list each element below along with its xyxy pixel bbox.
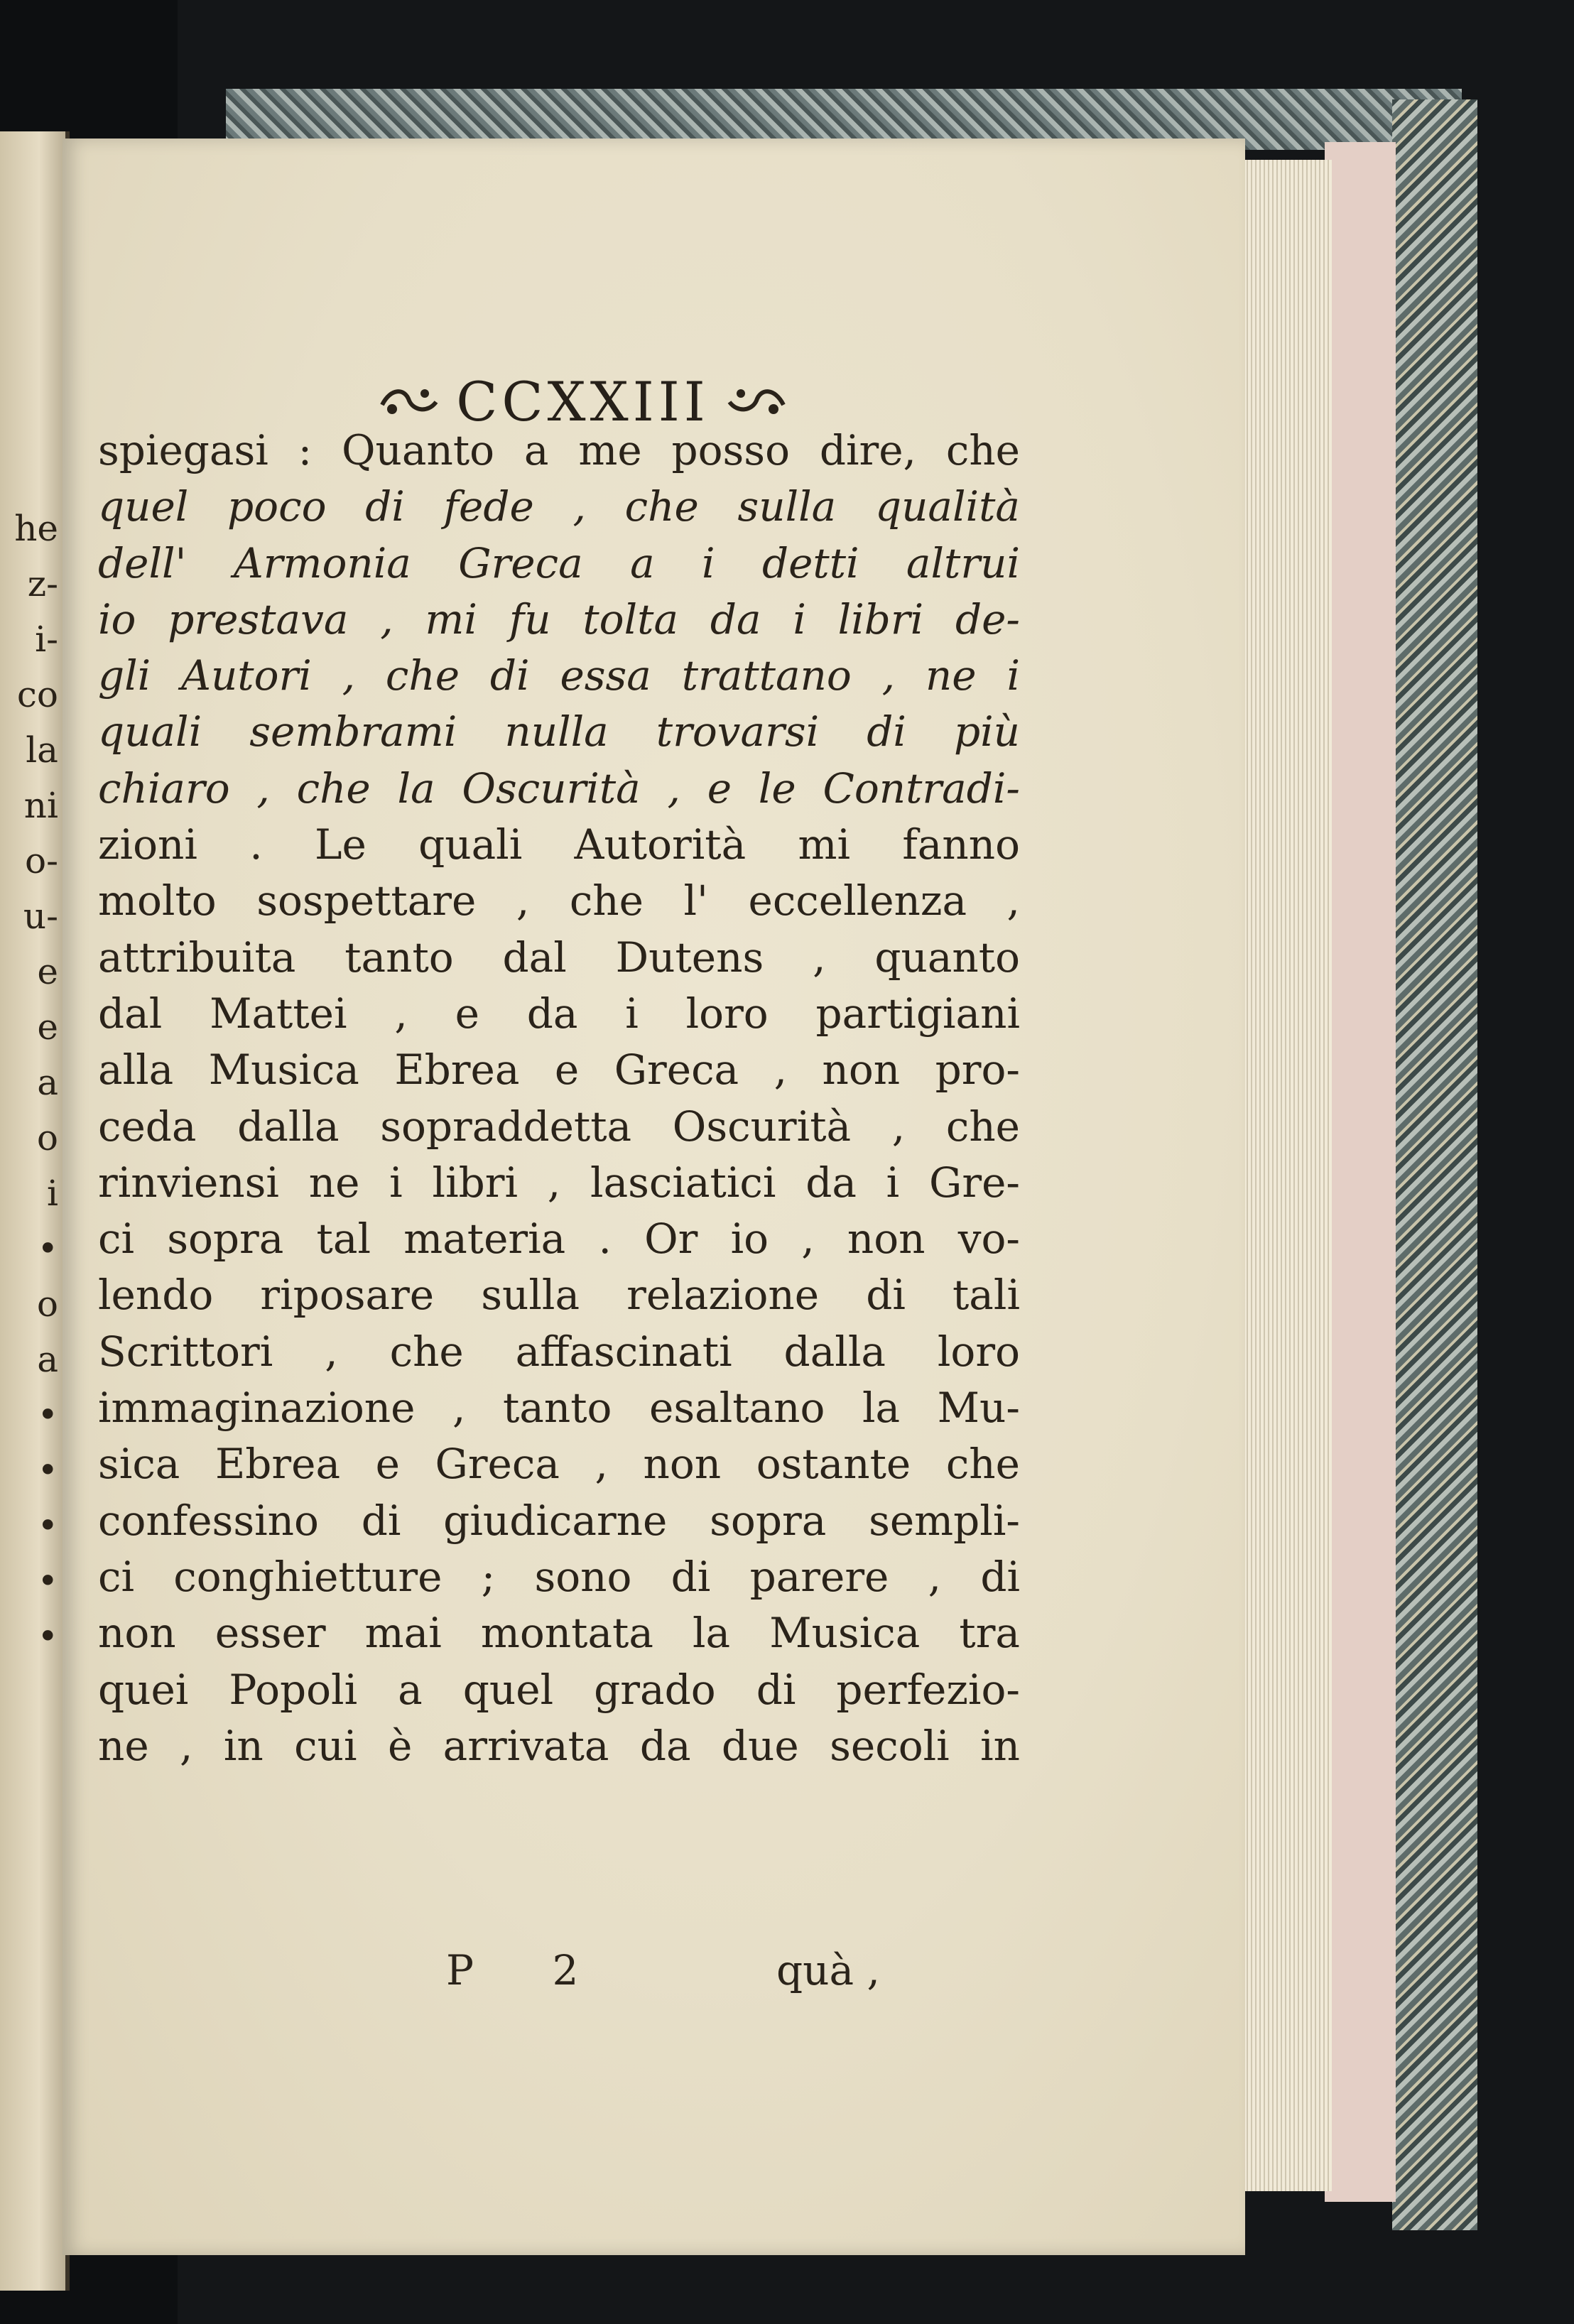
fragment: o	[36, 1117, 58, 1158]
fragment: ni	[23, 785, 58, 826]
text-line: molto sospettare , che l' eccellenza ,	[98, 876, 1020, 925]
catchword: quà ,	[776, 1946, 880, 1994]
fragment: •	[37, 1228, 58, 1269]
text-line: alla Musica Ebrea e Greca , non pro-	[98, 1046, 1020, 1095]
fragment: i	[47, 1173, 58, 1214]
fragment: •	[37, 1450, 58, 1491]
fragment: co	[16, 674, 58, 715]
fragment: u-	[23, 896, 58, 937]
fragment: a	[37, 1339, 58, 1380]
page-footer	[63, 1946, 1245, 2010]
text-line: zioni . Le quali Autorità mi fanno	[98, 820, 1020, 869]
text-line: quei Popoli a quel grado di perfezio-	[98, 1665, 1020, 1714]
text-line: ci conghietture ; sono di parere , di	[98, 1552, 1020, 1601]
fragment: •	[37, 1394, 58, 1435]
facing-page-edge	[0, 131, 70, 2291]
page-block-edges	[1239, 160, 1332, 2191]
endpaper-edge	[1325, 142, 1396, 2202]
body-text	[98, 423, 1020, 1774]
text-line: quali sembrami nulla trovarsi di più	[98, 707, 1020, 756]
text-line: immaginazione , tanto esaltano la Mu-	[98, 1384, 1020, 1433]
fragment: o-	[25, 840, 58, 881]
text-line: ci sopra tal materia . Or io , non vo-	[98, 1215, 1020, 1264]
text-line: sica Ebrea e Greca , non ostante che	[98, 1440, 1020, 1489]
marbled-cover-right	[1392, 99, 1477, 2230]
text-line: spiegasi : Quanto a me posso dire, che	[98, 426, 1020, 474]
fragment: la	[26, 729, 58, 771]
text-line: gli Autori , che di essa trattano , ne i	[98, 651, 1020, 700]
text-line: lendo riposare sulla relazione di tali	[98, 1271, 1020, 1320]
text-line: io prestava , mi fu tolta da i libri de-	[98, 594, 1020, 644]
fleuron-left-icon	[378, 384, 440, 420]
text-line: quel poco di fede , che sulla qualità	[98, 482, 1020, 531]
fragment: i-	[35, 619, 58, 660]
text-line: non esser mai montata la Musica tra	[98, 1609, 1020, 1658]
fragment: e	[37, 951, 58, 992]
fragment: o	[36, 1283, 58, 1325]
text-line: dal Mattei , e da i loro partigiani	[98, 989, 1020, 1038]
fragment: z-	[27, 563, 58, 604]
fragment: •	[37, 1505, 58, 1546]
book-page	[63, 139, 1245, 2255]
text-line: Scrittori , che affascinati dalla loro	[98, 1327, 1020, 1376]
text-line: rinviensi ne i libri , lasciatici da i Gre-	[98, 1158, 1020, 1207]
fragment: a	[37, 1062, 58, 1103]
fragment: •	[37, 1560, 58, 1602]
text-line: chiaro , che la Oscurità , e le Contradi-	[98, 764, 1020, 813]
fragment: he	[14, 508, 58, 549]
fragment: •	[37, 1616, 58, 1657]
text-line: ne , in cui è arrivata da due secoli in	[98, 1721, 1020, 1770]
text-line: ceda dalla sopraddetta Oscurità , che	[98, 1102, 1020, 1151]
page-numeral: CCXXIII	[456, 370, 710, 433]
text-line: dell' Armonia Greca a i detti altrui	[98, 538, 1020, 587]
text-line: confessino di giudicarne sopra sempli-	[98, 1496, 1020, 1545]
signature-mark: P 2	[446, 1946, 612, 1994]
text-line: attribuita tanto dal Dutens , quanto	[98, 933, 1020, 982]
fragment: e	[37, 1006, 58, 1048]
facing-page-fragments	[0, 501, 65, 1664]
fleuron-right-icon	[725, 384, 788, 420]
